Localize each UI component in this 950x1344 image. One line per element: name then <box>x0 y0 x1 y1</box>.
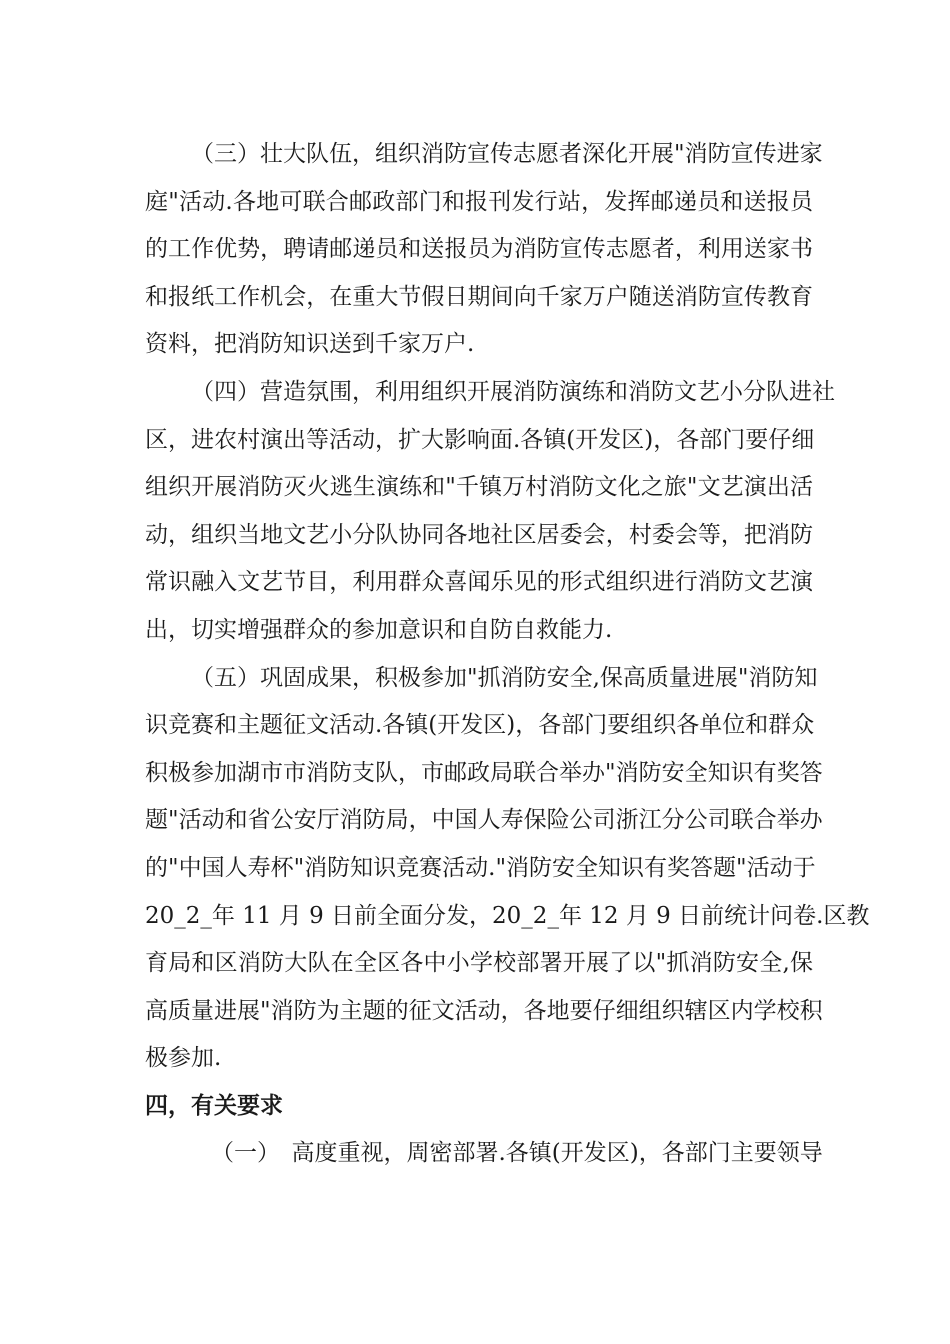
section-heading: 四，有关要求 <box>145 1092 283 1119</box>
paragraph-5-line-8: 高质量进展"消防为主题的征文活动，各地要仔细组织辖区内学校积 <box>145 997 823 1024</box>
paragraph-4-line-1: （四）营造氛围，利用组织开展消防演练和消防文艺小分队进社 <box>191 378 835 405</box>
paragraph-3-line-3: 的工作优势，聘请邮递员和送报员为消防宣传志愿者，利用送家书 <box>145 236 813 263</box>
paragraph-3-line-2: 庭"活动.各地可联合邮政部门和报刊发行站，发挥邮递员和送报员 <box>145 188 813 215</box>
paragraph-5-line-3: 积极参加湖市市消防支队，市邮政局联合举办"消防安全知识有奖答 <box>145 759 823 786</box>
paragraph-3-line-5: 资料，把消防知识送到千家万户. <box>145 331 475 358</box>
paragraph-4-line-5: 常识融入文艺节目，利用群众喜闻乐见的形式组织进行消防文艺演 <box>145 569 813 596</box>
paragraph-5-line-9: 极参加. <box>145 1045 222 1072</box>
paragraph-4-line-2: 区，进农村演出等活动，扩大影响面.各镇(开发区)，各部门要仔细 <box>145 426 815 453</box>
paragraph-5-line-2: 识竞赛和主题征文活动.各镇(开发区)，各部门要组织各单位和群众 <box>145 712 815 739</box>
paragraph-5-line-5: 的"中国人寿杯"消防知识竞赛活动."消防安全知识有奖答题"活动于 <box>145 854 816 881</box>
paragraph-4-line-4: 动，组织当地文艺小分队协同各地社区居委会，村委会等，把消防 <box>145 521 813 548</box>
paragraph-5-line-4: 题"活动和省公安厅消防局，中国人寿保险公司浙江分公司联合举办 <box>145 807 823 834</box>
paragraph-4-line-3: 组织开展消防灭火逃生演练和"千镇万村消防文化之旅"文艺演出活 <box>145 474 813 501</box>
paragraph-3-line-4: 和报纸工作机会，在重大节假日期间向千家万户随送消防宣传教育 <box>145 283 813 310</box>
paragraph-5-line-1: （五）巩固成果，积极参加"抓消防安全,保高质量进展"消防知 <box>191 664 818 691</box>
paragraph-4-line-6: 出，切实增强群众的参加意识和自防自救能力. <box>145 616 613 643</box>
paragraph-5-line-7: 育局和区消防大队在全区各中小学校部署开展了以"抓消防安全,保 <box>145 950 813 977</box>
requirement-1-line-1: （一） 高度重视，周密部署.各镇(开发区)，各部门主要领导 <box>211 1140 823 1167</box>
paragraph-5-line-6: 20_2_年 11 月 9 日前全面分发，20_2_年 12 月 9 日前统计问卷.区教 <box>145 902 870 929</box>
paragraph-3-line-1: （三）壮大队伍，组织消防宣传志愿者深化开展"消防宣传进家 <box>191 141 823 167</box>
document-body <box>145 131 870 1178</box>
